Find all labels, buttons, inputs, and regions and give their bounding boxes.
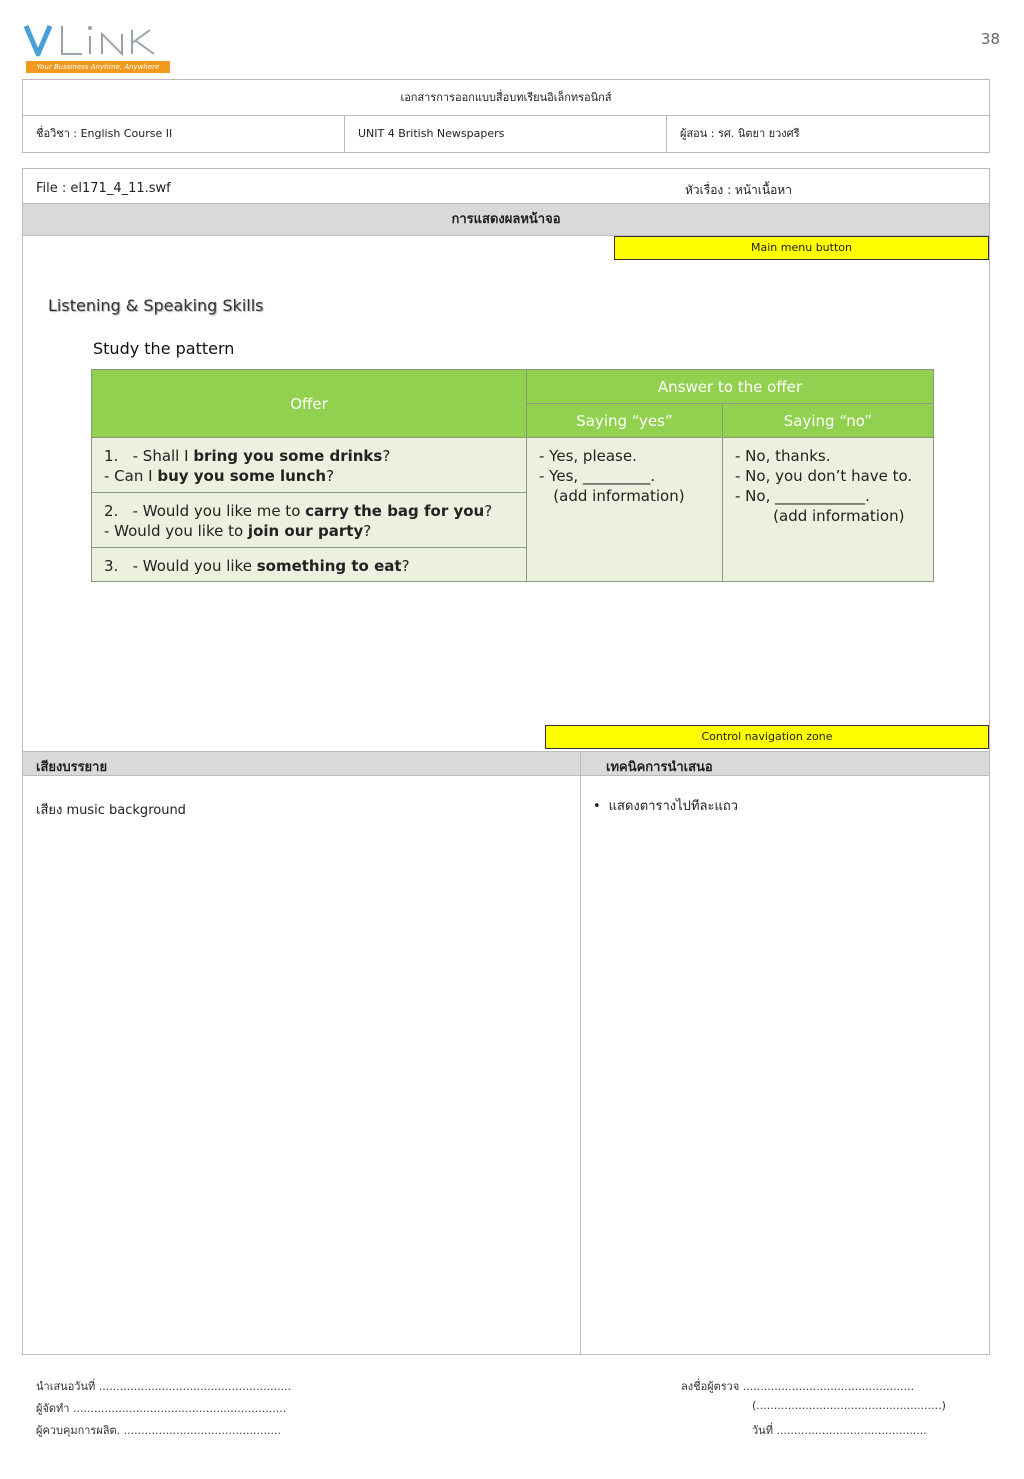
offer-text: - Would you like to: [104, 522, 248, 540]
offer-phrase: carry the bag for you: [305, 502, 485, 520]
file-row: [23, 169, 989, 203]
yes-answer-line: (add information): [539, 487, 685, 505]
page-number: 38: [980, 30, 1000, 48]
no-answers-cell: [723, 438, 934, 582]
offer-punct: ?: [484, 502, 493, 520]
offer-text: - Shall I: [118, 447, 194, 465]
offer-punct: ?: [326, 467, 335, 485]
yes-answer-line: - Yes, please.: [539, 447, 637, 465]
yes-answers-cell: [527, 438, 723, 582]
offer-row-number: 1.: [104, 447, 119, 465]
offer-phrase: join our party: [247, 522, 364, 540]
display-section-title: การแสดงผลหน้าจอ: [23, 203, 989, 236]
offer-punct: ?: [363, 522, 372, 540]
answer-header: Answer to the offer: [527, 370, 934, 404]
no-answer-line: - No, you don’t have to.: [735, 467, 913, 485]
pattern-table: [91, 369, 934, 582]
offer-punct: ?: [401, 557, 410, 575]
offer-punct: ?: [382, 447, 391, 465]
logo-wordmark-icon: [24, 22, 174, 58]
offer-phrase: buy you some lunch: [157, 467, 327, 485]
subject-cell: ชื่อวิชา : English Course II: [23, 116, 345, 152]
producer-line: ผู้จัดทำ .............................................................: [36, 1402, 287, 1415]
offer-text: - Can I: [104, 467, 158, 485]
offer-row-number: 2.: [104, 502, 119, 520]
main-menu-button-tag: Main menu button: [614, 236, 989, 260]
logo-tagline: Your Bussiness Anytime, Anywhere: [26, 61, 170, 73]
instructor-cell: ผู้สอน : รศ. นิตยา ยวงศรี: [680, 127, 800, 140]
checker-signature-line: ลงชื่อผู้ตรวจ .................................................: [681, 1380, 915, 1393]
header-box: [22, 79, 990, 153]
control-navigation-zone-tag: Control navigation zone: [545, 725, 989, 749]
no-header: Saying “no”: [723, 404, 934, 438]
no-answer-line: (add information): [735, 507, 905, 525]
unit-cell: UNIT 4 British Newspapers: [345, 116, 667, 152]
narration-header-bar: [23, 751, 989, 776]
bullet-icon: •: [593, 799, 601, 814]
document-title: เอกสารการออกแบบสื่อบทเรียนอิเล็กทรอนิกส์: [23, 80, 989, 116]
offer-row-3: [92, 548, 527, 582]
vlink-logo: [24, 22, 174, 74]
offer-phrase: bring you some drinks: [193, 447, 383, 465]
study-heading: Study the pattern: [93, 339, 235, 358]
offer-row-2: [92, 493, 527, 548]
file-name: File : el171_4_11.swf: [36, 181, 171, 196]
technique-label: เทคนิคการนำเสนอ: [606, 760, 713, 775]
offer-text: - Would you like: [118, 557, 257, 575]
offer-row-1: [92, 438, 527, 493]
offer-text: - Would you like me to: [118, 502, 306, 520]
technique-item: [593, 795, 738, 816]
storyboard-box: [22, 168, 990, 1355]
offer-header: Offer: [92, 370, 527, 438]
no-answer-line: - No, thanks.: [735, 447, 831, 465]
skills-title: Listening & Speaking Skills: [48, 296, 264, 315]
column-divider: [580, 751, 581, 1355]
narration-label: เสียงบรรยาย: [36, 760, 108, 775]
technique-item-text: แสดงตารางไปทีละแถว: [608, 799, 739, 814]
presented-date-line: นำเสนอวันที่ .......................................................: [36, 1380, 292, 1393]
narration-text: เสียง music background: [36, 803, 186, 818]
production-controller-line: ผู้ควบคุมการผลิต. .............................................: [36, 1424, 281, 1437]
offer-row-number: 3.: [104, 557, 119, 575]
topic-label: หัวเรื่อง : หน้าเนื้อหา: [685, 183, 792, 197]
offer-phrase: something to eat: [256, 557, 402, 575]
check-date-line: วันที่ ...........................................: [752, 1424, 927, 1437]
no-answer-line: - No, ____________.: [735, 487, 870, 505]
yes-answer-line: - Yes, _________.: [539, 467, 656, 485]
yes-header: Saying “yes”: [527, 404, 723, 438]
checker-name-line: (.....................................................): [752, 1399, 946, 1412]
